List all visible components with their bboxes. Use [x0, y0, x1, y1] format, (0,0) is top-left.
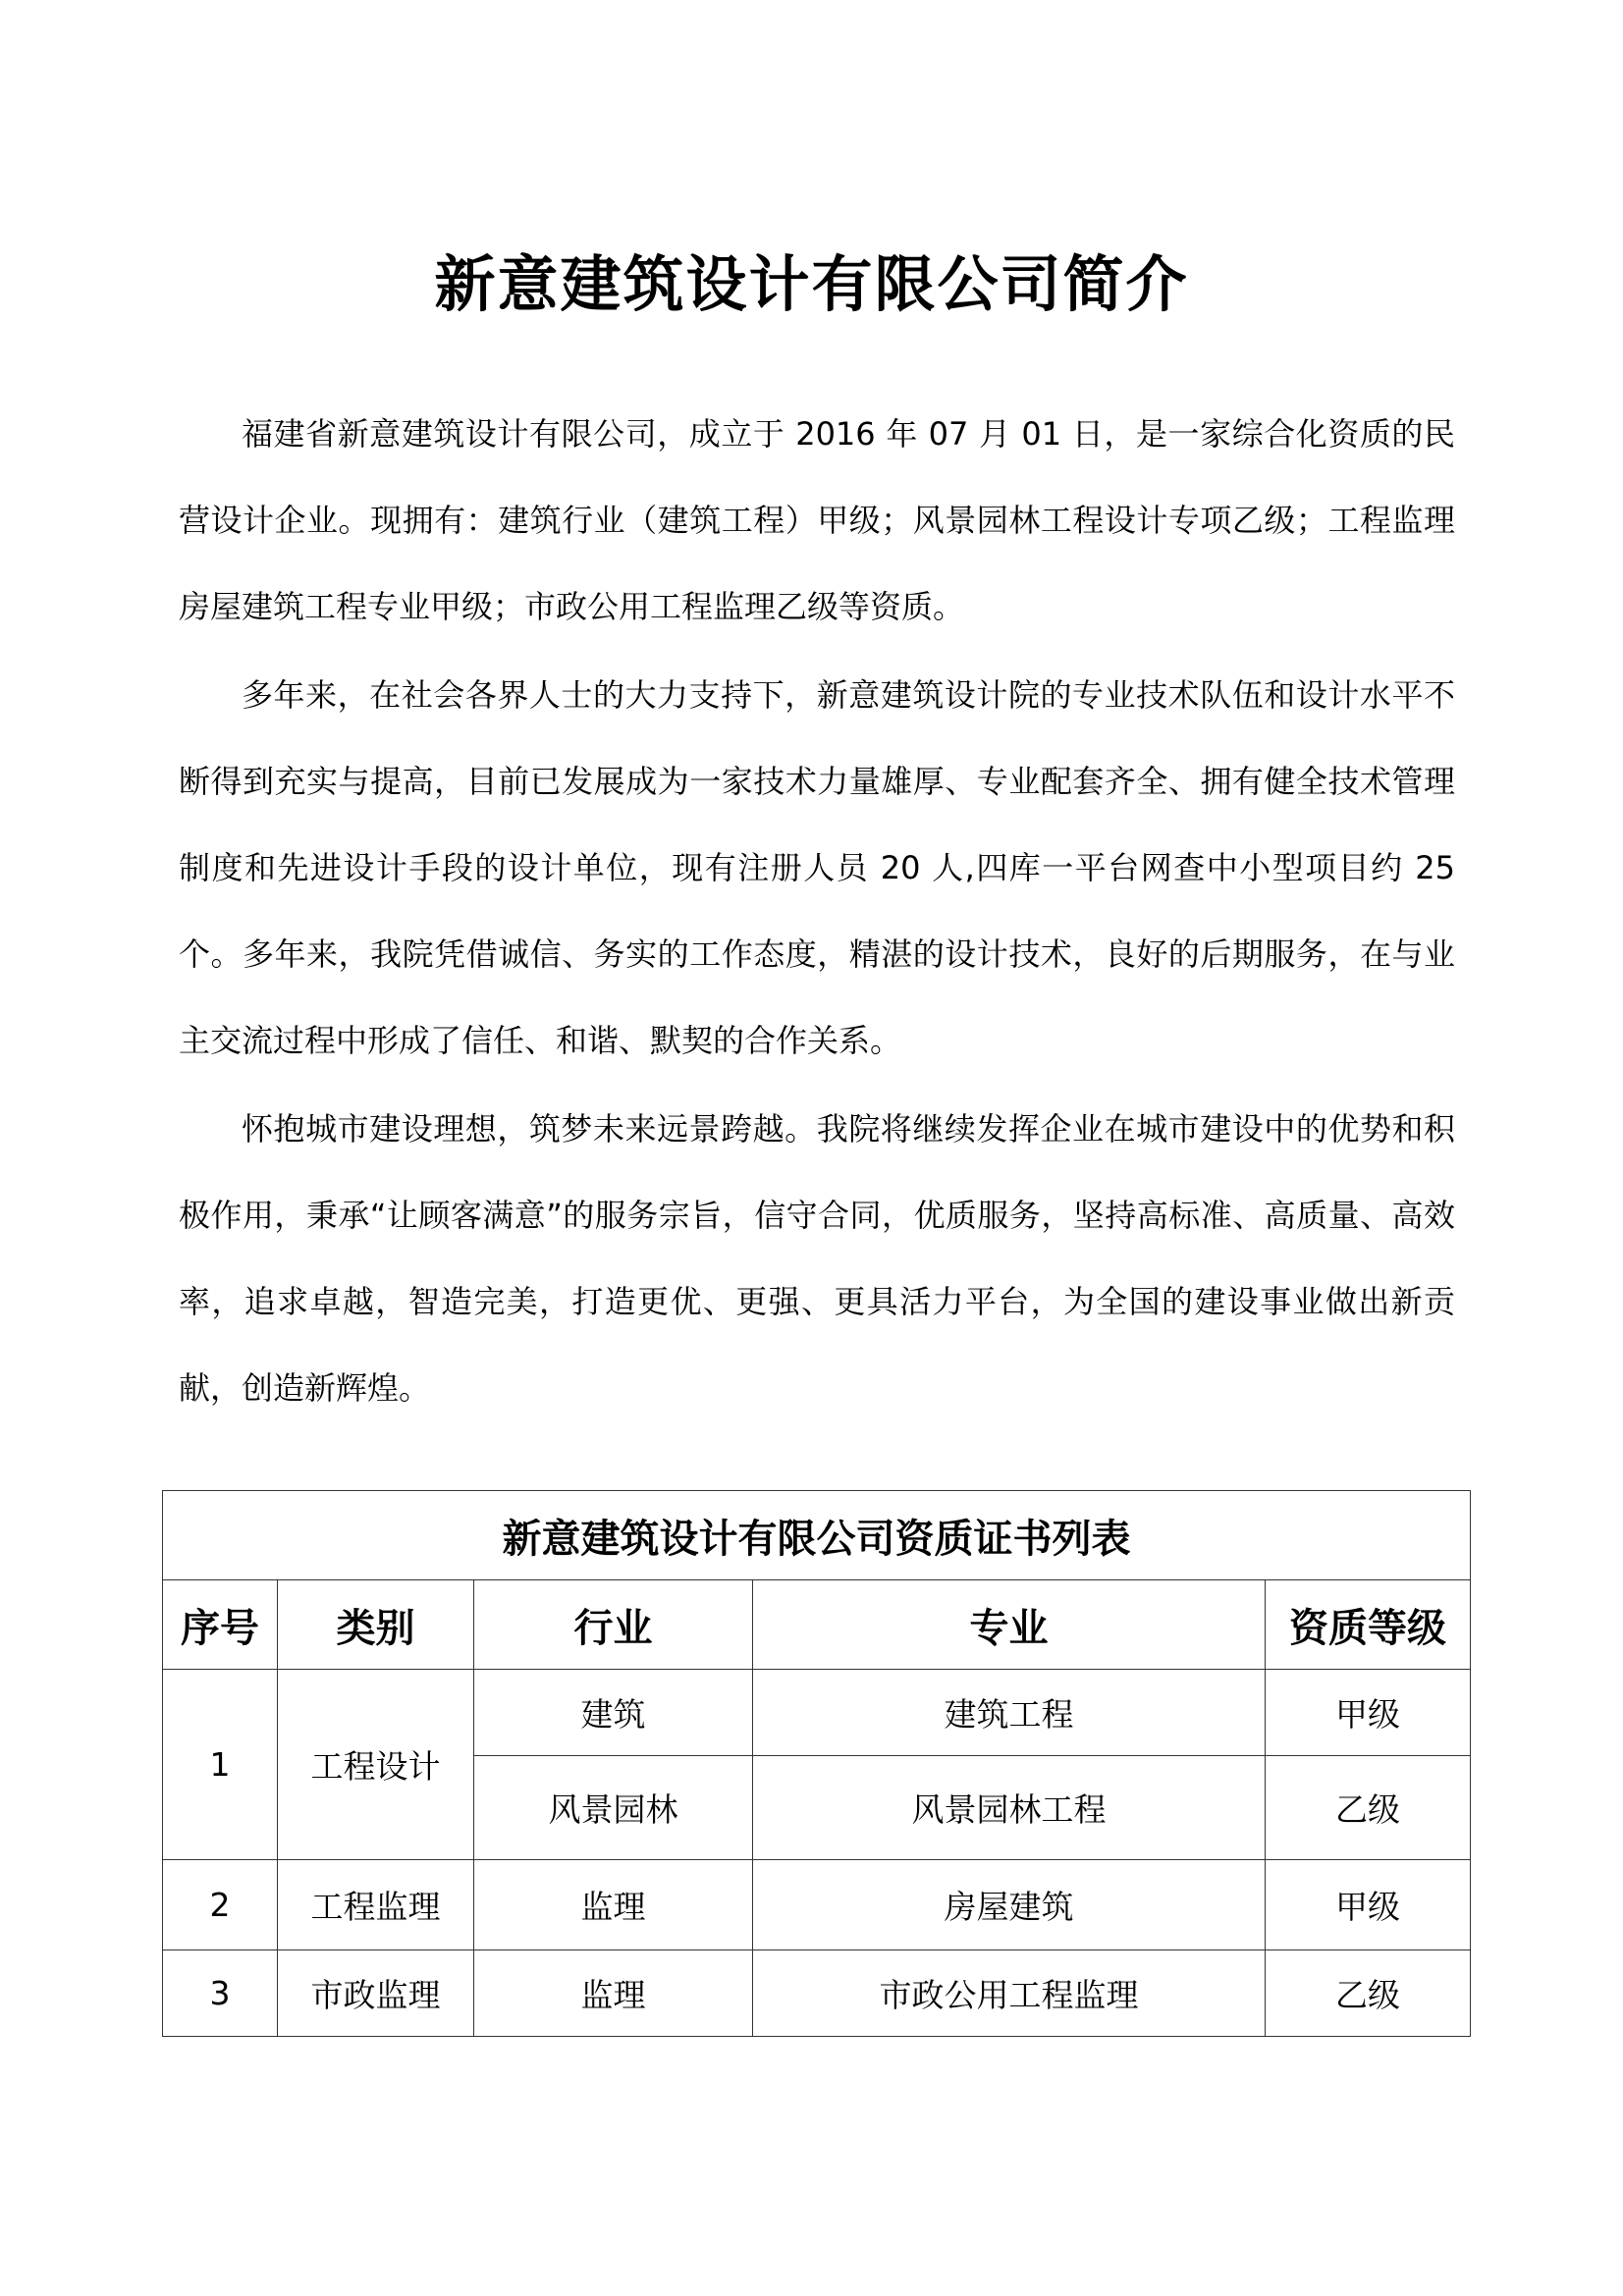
- cell-specialty: 风景园林工程: [753, 1756, 1266, 1860]
- table-row: [163, 1860, 1471, 1950]
- cell-grade: 甲级: [1266, 1860, 1471, 1950]
- cell-grade: 乙级: [1266, 1950, 1471, 2037]
- column-header-no: 序号: [163, 1580, 278, 1670]
- cell-category: 工程监理: [278, 1860, 474, 1950]
- cell-industry: 风景园林: [474, 1756, 753, 1860]
- table-caption: 新意建筑设计有限公司资质证书列表: [163, 1491, 1471, 1580]
- cell-specialty: 市政公用工程监理: [753, 1950, 1266, 2037]
- column-header-grade: 资质等级: [1266, 1580, 1471, 1670]
- cell-no: 1: [163, 1670, 278, 1860]
- qualification-table: [162, 1490, 1471, 2037]
- cell-industry: 监理: [474, 1860, 753, 1950]
- cell-category: 市政监理: [278, 1950, 474, 2037]
- cell-category: 工程设计: [278, 1670, 474, 1860]
- cell-no: 3: [163, 1950, 278, 2037]
- paragraph-development: 多年来，在社会各界人士的大力支持下，新意建筑设计院的专业技术队伍和设计水平不断得到充实与提高，目前已发展成为一家技术力量雄厚、专业配套齐全、拥有健全技术管理制度和先进设计手段的设计单位，现有注册人员 20 人,四库一平台网查中小型项目约 25 个。多年来，我院凭借诚信、务实的工作态度，精湛的设计技术，良好的后期服务，在与业主交流过程中形成了信任、和谐、默契的合作关系。: [179, 676, 1455, 1059]
- document-title: 新意建筑设计有限公司简介: [434, 248, 1189, 320]
- column-header-specialty: 专业: [753, 1580, 1266, 1670]
- table-caption-row: [163, 1491, 1471, 1580]
- paragraph-vision: 怀抱城市建设理想，筑梦未来远景跨越。我院将继续发挥企业在城市建设中的优势和积极作用，秉承“让顾客满意”的服务宗旨，信守合同，优质服务，坚持高标准、高质量、高效率，追求卓越，智造完美，打造更优、更强、更具活力平台，为全国的建设事业做出新贡献，创造新辉煌。: [179, 1110, 1455, 1407]
- cell-no: 2: [163, 1860, 278, 1950]
- column-header-industry: 行业: [474, 1580, 753, 1670]
- cell-grade: 乙级: [1266, 1756, 1471, 1860]
- table-row: [163, 1670, 1471, 1756]
- column-header-category: 类别: [278, 1580, 474, 1670]
- paragraph-intro: 福建省新意建筑设计有限公司，成立于 2016 年 07 月 01 日，是一家综合化资质的民营设计企业。现拥有：建筑行业（建筑工程）甲级；风景园林工程设计专项乙级；工程监理房屋建筑工程专业甲级；市政公用工程监理乙级等资质。: [179, 415, 1455, 625]
- cell-specialty: 房屋建筑: [753, 1860, 1266, 1950]
- cell-specialty: 建筑工程: [753, 1670, 1266, 1756]
- cell-industry: 建筑: [474, 1670, 753, 1756]
- cell-grade: 甲级: [1266, 1670, 1471, 1756]
- table-header-row: [163, 1580, 1471, 1670]
- document-body: [179, 391, 1455, 1431]
- table-row: [163, 1950, 1471, 2037]
- cell-industry: 监理: [474, 1950, 753, 2037]
